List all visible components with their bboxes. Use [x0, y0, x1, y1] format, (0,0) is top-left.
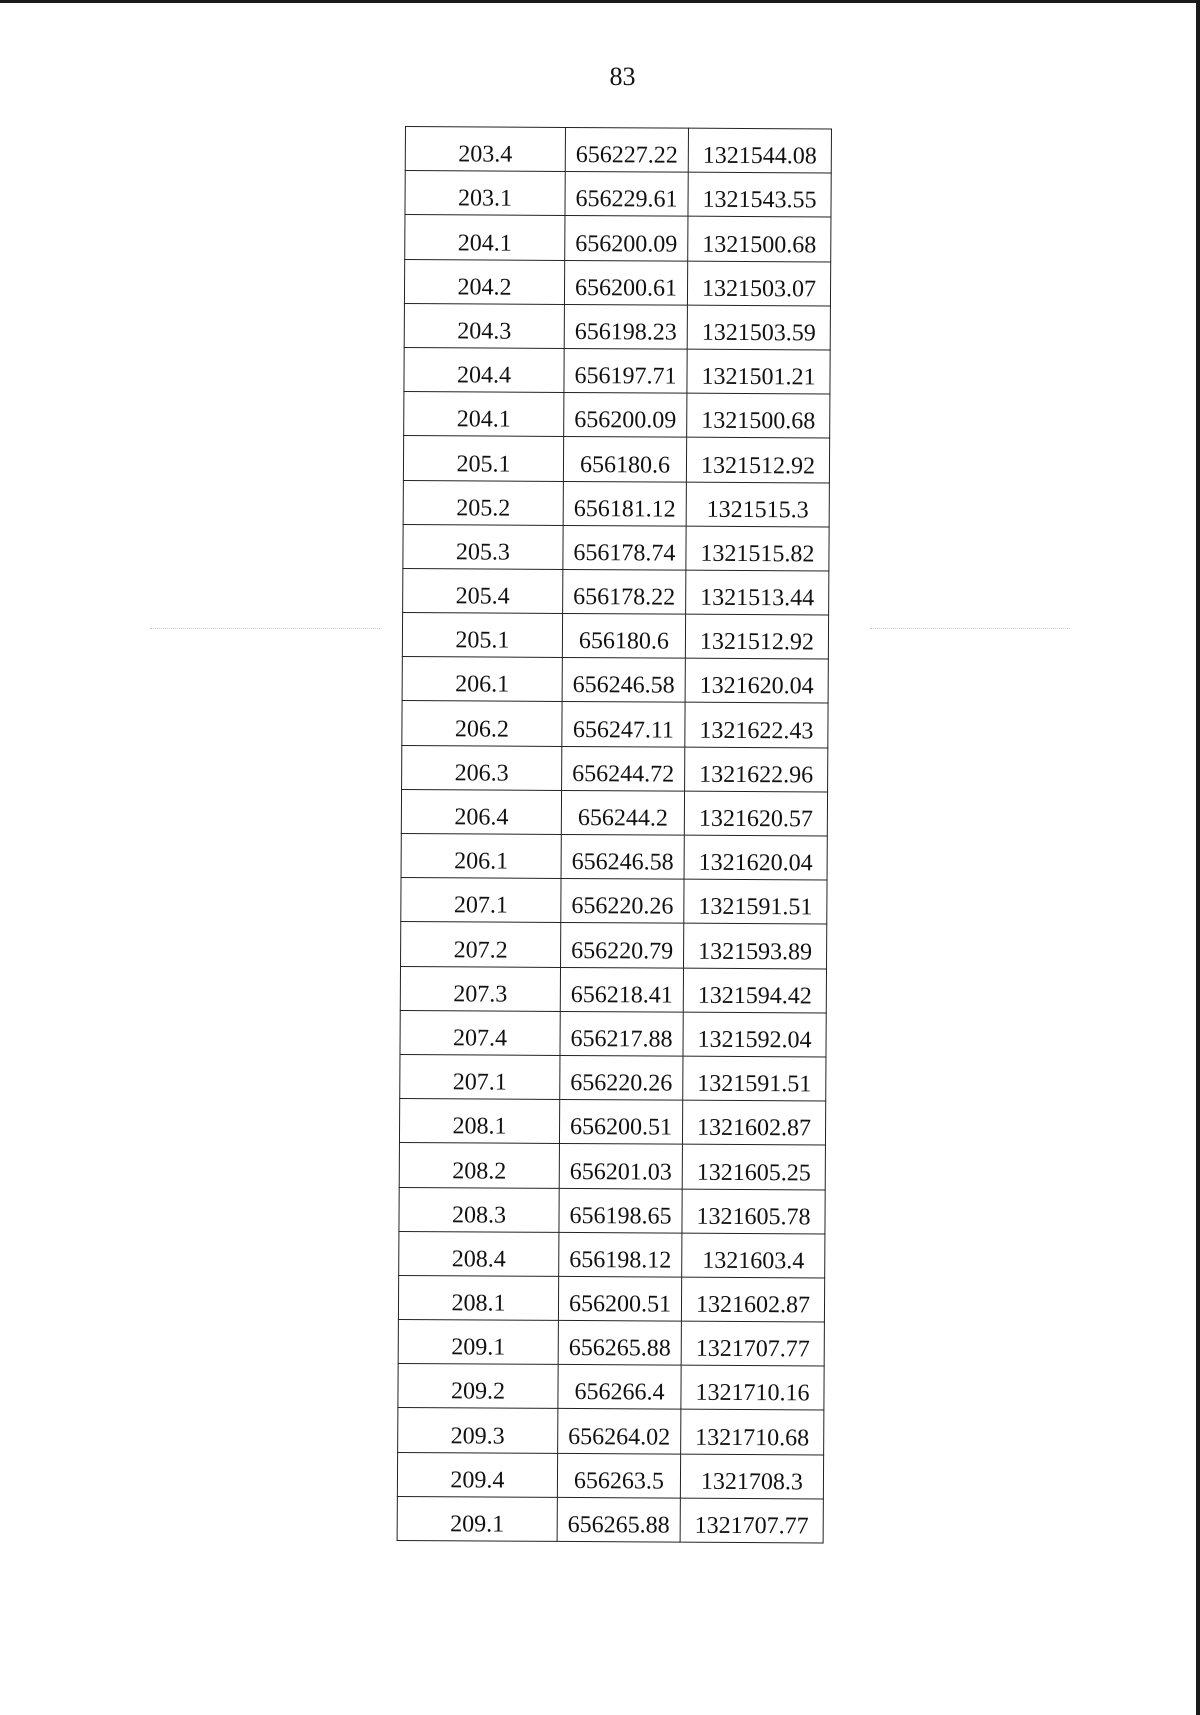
y-coordinate-cell: 1321602.87 — [681, 1277, 824, 1322]
y-coordinate-cell: 1321592.04 — [683, 1012, 826, 1057]
table-row — [398, 1320, 824, 1367]
table-row — [399, 1099, 825, 1146]
y-coordinate-cell: 1321710.68 — [681, 1410, 824, 1455]
x-coordinate-cell: 656220.79 — [561, 923, 684, 968]
x-coordinate-cell: 656246.58 — [562, 658, 685, 703]
x-coordinate-cell: 656178.22 — [563, 569, 686, 614]
x-coordinate-cell: 656217.88 — [560, 1011, 683, 1056]
table-row — [404, 303, 830, 350]
x-coordinate-cell: 656181.12 — [563, 481, 686, 526]
x-coordinate-cell: 656266.4 — [558, 1365, 681, 1410]
x-coordinate-cell: 656200.09 — [565, 216, 688, 261]
table-row — [400, 1010, 826, 1057]
point-number-cell: 208.1 — [398, 1275, 558, 1320]
point-number-cell: 205.3 — [403, 524, 563, 569]
point-number-cell: 209.2 — [398, 1364, 558, 1409]
scan-border-right — [1196, 0, 1200, 1715]
table-row — [402, 657, 828, 704]
table-row — [404, 392, 830, 439]
point-number-cell: 208.1 — [399, 1099, 559, 1144]
y-coordinate-cell: 1321513.44 — [686, 570, 829, 615]
y-coordinate-cell: 1321707.77 — [681, 1321, 824, 1366]
point-number-cell: 206.4 — [401, 789, 561, 834]
table-row — [403, 480, 829, 527]
y-coordinate-cell: 1321622.43 — [685, 703, 828, 748]
x-coordinate-cell: 656218.41 — [560, 967, 683, 1012]
table-row — [401, 922, 827, 969]
table-row — [401, 789, 827, 836]
y-coordinate-cell: 1321503.59 — [687, 305, 830, 350]
scan-artifact-left — [150, 628, 380, 630]
y-coordinate-cell: 1321622.96 — [685, 747, 828, 792]
point-number-cell: 209.3 — [398, 1408, 558, 1453]
x-coordinate-cell: 656178.74 — [563, 525, 686, 570]
x-coordinate-cell: 656229.61 — [565, 172, 688, 217]
y-coordinate-cell: 1321591.51 — [684, 879, 827, 924]
page-number: 83 — [609, 62, 636, 91]
point-number-cell: 206.1 — [401, 833, 561, 878]
x-coordinate-cell: 656180.6 — [562, 614, 685, 659]
y-coordinate-cell: 1321512.92 — [685, 614, 828, 659]
point-number-cell: 206.1 — [402, 657, 562, 702]
table-row — [400, 1054, 826, 1101]
y-coordinate-cell: 1321605.25 — [682, 1144, 825, 1189]
table-row — [398, 1275, 824, 1322]
point-number-cell: 205.2 — [403, 480, 563, 525]
point-number-cell: 206.2 — [402, 701, 562, 746]
point-number-cell: 207.4 — [400, 1010, 560, 1055]
scan-border-top — [0, 0, 1200, 3]
point-number-cell: 204.3 — [404, 303, 564, 348]
table-row — [402, 613, 828, 660]
y-coordinate-cell: 1321503.07 — [687, 261, 830, 306]
point-number-cell: 207.1 — [401, 878, 561, 923]
x-coordinate-cell: 656247.11 — [562, 702, 685, 747]
x-coordinate-cell: 656246.58 — [561, 834, 684, 879]
x-coordinate-cell: 656200.61 — [564, 260, 687, 305]
y-coordinate-cell: 1321593.89 — [684, 924, 827, 969]
x-coordinate-cell: 656200.51 — [558, 1276, 681, 1321]
point-number-cell: 205.1 — [402, 613, 562, 658]
point-number-cell: 204.4 — [404, 347, 564, 392]
x-coordinate-cell: 656264.02 — [558, 1409, 681, 1454]
y-coordinate-cell: 1321543.55 — [688, 172, 831, 217]
point-number-cell: 204.1 — [405, 215, 565, 260]
table-row — [402, 701, 828, 748]
point-number-cell: 208.2 — [399, 1143, 559, 1188]
y-coordinate-cell: 1321500.68 — [688, 217, 831, 262]
table-row — [405, 215, 831, 262]
x-coordinate-cell: 656197.71 — [564, 348, 687, 393]
y-coordinate-cell: 1321620.04 — [684, 835, 827, 880]
y-coordinate-cell: 1321512.92 — [686, 437, 829, 482]
table-row — [403, 436, 829, 483]
table-row — [403, 568, 829, 615]
x-coordinate-cell: 656220.26 — [560, 1055, 683, 1100]
y-coordinate-cell: 1321603.4 — [682, 1233, 825, 1278]
point-number-cell: 209.1 — [398, 1320, 558, 1365]
y-coordinate-cell: 1321594.42 — [683, 968, 826, 1013]
y-coordinate-cell: 1321501.21 — [687, 349, 830, 394]
table-row — [397, 1496, 823, 1543]
x-coordinate-cell: 656201.03 — [559, 1144, 682, 1189]
x-coordinate-cell: 656180.6 — [563, 437, 686, 482]
y-coordinate-cell: 1321591.51 — [683, 1056, 826, 1101]
x-coordinate-cell: 656265.88 — [558, 1320, 681, 1365]
point-number-cell: 209.1 — [397, 1496, 557, 1541]
x-coordinate-cell: 656220.26 — [561, 879, 684, 924]
coordinates-table — [397, 126, 832, 1544]
table-row — [398, 1408, 824, 1455]
table-row — [404, 347, 830, 394]
x-coordinate-cell: 656200.51 — [559, 1100, 682, 1145]
y-coordinate-cell: 1321602.87 — [682, 1100, 825, 1145]
point-number-cell: 204.1 — [404, 392, 564, 437]
point-number-cell: 203.1 — [405, 171, 565, 216]
y-coordinate-cell: 1321515.82 — [686, 526, 829, 571]
point-number-cell: 208.4 — [399, 1231, 559, 1276]
point-number-cell: 207.1 — [400, 1054, 560, 1099]
table-row — [401, 878, 827, 925]
point-number-cell: 207.2 — [401, 922, 561, 967]
table-row — [397, 1452, 823, 1499]
y-coordinate-cell: 1321707.77 — [680, 1498, 823, 1543]
x-coordinate-cell: 656265.88 — [557, 1497, 680, 1542]
table-row — [398, 1364, 824, 1411]
x-coordinate-cell: 656244.72 — [562, 746, 685, 791]
table-row — [405, 127, 831, 174]
point-number-cell: 209.4 — [397, 1452, 557, 1497]
x-coordinate-cell: 656244.2 — [561, 790, 684, 835]
x-coordinate-cell: 656198.23 — [564, 304, 687, 349]
point-number-cell: 205.4 — [403, 568, 563, 613]
table-row — [404, 259, 830, 306]
table-row — [403, 524, 829, 571]
table-row — [400, 966, 826, 1013]
table-row — [405, 171, 831, 218]
table-row — [399, 1143, 825, 1190]
coordinates-table-body — [397, 127, 831, 1544]
y-coordinate-cell: 1321620.57 — [684, 791, 827, 836]
point-number-cell: 203.4 — [405, 127, 565, 172]
x-coordinate-cell: 656198.12 — [559, 1232, 682, 1277]
point-number-cell: 204.2 — [404, 259, 564, 304]
y-coordinate-cell: 1321620.04 — [685, 658, 828, 703]
x-coordinate-cell: 656263.5 — [557, 1453, 680, 1498]
y-coordinate-cell: 1321708.3 — [680, 1454, 823, 1499]
y-coordinate-cell: 1321605.78 — [682, 1189, 825, 1234]
y-coordinate-cell: 1321515.3 — [686, 482, 829, 527]
x-coordinate-cell: 656198.65 — [559, 1188, 682, 1233]
x-coordinate-cell: 656227.22 — [565, 127, 688, 172]
table-row — [402, 745, 828, 792]
table-row — [401, 833, 827, 880]
point-number-cell: 208.3 — [399, 1187, 559, 1232]
y-coordinate-cell: 1321500.68 — [687, 393, 830, 438]
x-coordinate-cell: 656200.09 — [564, 393, 687, 438]
point-number-cell: 205.1 — [403, 436, 563, 481]
scan-artifact-right — [870, 628, 1070, 630]
point-number-cell: 206.3 — [402, 745, 562, 790]
point-number-cell: 207.3 — [400, 966, 560, 1011]
table-row — [399, 1187, 825, 1234]
y-coordinate-cell: 1321544.08 — [688, 128, 831, 173]
table-row — [399, 1231, 825, 1278]
y-coordinate-cell: 1321710.16 — [681, 1365, 824, 1410]
